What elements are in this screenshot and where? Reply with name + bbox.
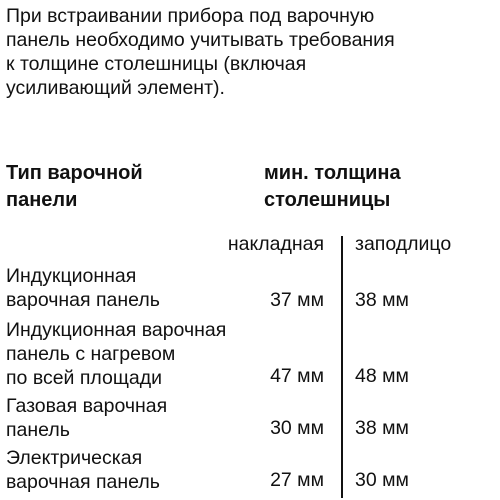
column-divider (341, 236, 343, 498)
overlay-thickness-value: 30 мм (270, 417, 324, 439)
cooktop-type-line: Индукционная варочная (6, 319, 227, 341)
cooktop-type-line: Электрическая (6, 447, 143, 469)
intro-line: к толщине столешницы (включая (6, 53, 307, 75)
cooktop-type-cell (6, 394, 167, 442)
cooktop-type-line: варочная панель (6, 289, 160, 311)
cooktop-type-line: Газовая варочная (6, 395, 168, 417)
overlay-thickness-value: 47 мм (270, 365, 324, 387)
cooktop-type-line: панель (6, 419, 70, 441)
cooktop-type-cell (6, 446, 160, 494)
subheader-overlay: накладная (227, 233, 324, 255)
overlay-thickness-value: 27 мм (270, 469, 324, 491)
cooktop-type-line: Индукционная (6, 265, 137, 287)
flush-thickness-value: 30 мм (355, 469, 409, 491)
column-header-min-thickness (264, 160, 401, 214)
intro-line: При встраивании прибора под варочную (6, 5, 375, 27)
cooktop-type-line: по всей площади (6, 367, 163, 389)
column-header-line: столешницы (264, 189, 391, 211)
column-header-line: мин. толщина (264, 162, 401, 184)
column-header-line: панели (6, 189, 78, 211)
cooktop-type-cell (6, 318, 226, 390)
flush-thickness-value: 38 мм (355, 289, 409, 311)
flush-thickness-value: 48 мм (355, 365, 409, 387)
subheader-flush: заподлицо (355, 233, 452, 255)
cooktop-type-line: варочная панель (6, 471, 160, 493)
flush-thickness-value: 38 мм (355, 417, 409, 439)
column-header-cooktop-type (6, 160, 143, 214)
column-header-line: Тип варочной (6, 162, 143, 184)
intro-line: усиливающий элемент). (6, 77, 225, 99)
overlay-thickness-value: 37 мм (270, 289, 324, 311)
cooktop-type-line: панель с нагревом (6, 343, 176, 365)
intro-paragraph (6, 4, 498, 100)
cooktop-type-cell (6, 264, 160, 312)
intro-line: панель необходимо учитывать требования (6, 29, 395, 51)
